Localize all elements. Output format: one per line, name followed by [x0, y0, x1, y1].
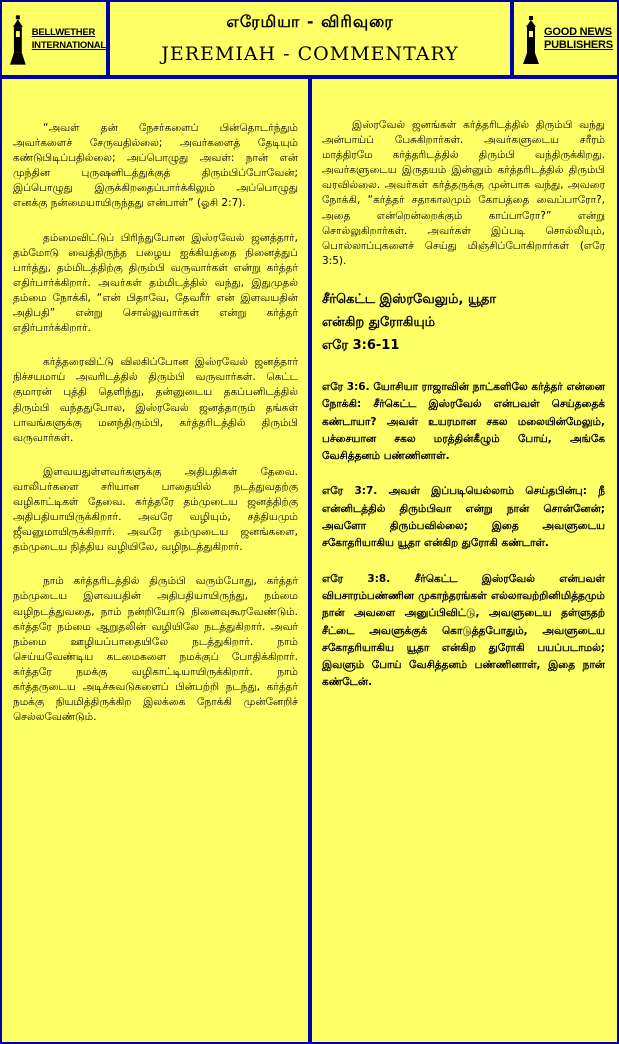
right-column	[312, 79, 617, 1042]
left-paragraph-2: தம்மைவிட்டுப் பிரிந்துபோன இஸ்ரவேல் ஜனத்தார், தம்மோடு வைத்திருந்த பழைய ஐக்கியத்தை நினைத்துப் பார்த்து, தம்மிடத்திற்கு திரும்பி வருவார்கள் என்று கர்த்தர் எதிர்பார்க்கிறார். அவர்கள் தம்மிடத்தில் வந்து, இதுமுதல் தம்மை நோக்கி, “என் பிதாவே, தேவரீர் என் இளவயதின் அதிபதி” என்று சொல்லுவார்கள் என்று கர்த்தர் எதிர்பார்க்கிறார்.	[13, 231, 298, 335]
left-paragraph-5: நாம் கர்த்தரிடத்தில் திரும்பி வரும்போது, கர்த்தர் நம்முடைய இளவயதின் அதிபதியாயிருந்து, நம்மை வழிநடத்துவதை, நாம் நன்றியோடு நினைவுகூரவேண்டும். கர்த்தரே நம்மை ஆறுதலின் வழியிலே நடத்துகிறார். அவர் நம்மை ஊழியப்பாதையிலே நடத்துகிறார். நாம் செய்யவேண்டிய கடமைகளை நமக்குப் போதிக்கிறார். கர்த்தரே நமக்கு வழிகாட்டியாயிருக்கிறார். நாம் கர்த்தருடைய அடிச்சுவடுகளைப் பின்பற்றி நடந்து, கர்த்தர் நமக்கு நியமித்திருக்கிற இலக்கை நோக்கி முன்னேறிச் செல்லவேண்டும்.	[13, 575, 298, 724]
verse-3-8: எரே 3:8. சீர்கெட்ட இஸ்ரவேல் என்பவள் விபசாரம்பண்ணின முகாந்தரங்கள் எல்லாவற்றினிமித்தமும் நான் அவளை அனுப்பிவிட்டு, அவளுடைய தள்ளுதற் சீட்டை அவளுக்குக் கொடுத்தபோதும், அவளுடைய சகோதரியாகிய யூதா என்கிற துரோகி பயப்படாமல்; இவளும் போய் வேசித்தனம் பண்ணினாள், இதை நான் கண்டேன்.	[322, 572, 605, 689]
section-heading-line-1: சீர்கெட்ட இஸ்ரவேலும், யூதா	[322, 291, 497, 307]
page-title-tamil: எரேமியா - விரிவுரை	[226, 12, 394, 31]
left-column	[2, 79, 308, 1042]
section-heading-reference: எரே 3:6-11	[322, 337, 400, 353]
right-intro-paragraph: இஸ்ரவேல் ஜனங்கள் கர்த்தரிடத்தில் திரும்பி வந்து அன்பாய்ப் பேசுகிறார்கள். அவர்களுடைய சரீரம் மாத்திரமே கர்த்தரிடத்தில் திரும்பி வந்திருக்கிறது. அவர்களுடைய இருதயம் இன்னும் கர்த்தரிடத்தில் திரும்பி வரவில்லை. அவர்கள் கர்த்தருக்கு முன்பாக வந்து, அவரை நோக்கி, “கர்த்தர் சதாகாலமும் கோபத்தை வைப்பாரோ?, அதை என்றென்றைக்கும் காப்பாரோ?” என்று சொல்லுகிறார்கள். அவர்கள் இப்படி சொல்லியும், பொல்லாப்புகளைச் செய்து மிஞ்சிப்போகிறார்கள் (எரே 3:5).	[322, 119, 605, 267]
verse-3-7: எரே 3:7. அவள் இப்படியெல்லாம் செய்தபின்பு: நீ என்னிடத்தில் திரும்பிவா என்று நான் சொன்னேன்; அவளோ திரும்பவில்லை; இதை அவளுடைய சகோதரியாகிய யூதா என்கிற துரோகி கண்டாள்.	[322, 485, 605, 550]
bellwether-logo-text	[32, 26, 106, 52]
good-news-tower-icon	[522, 14, 540, 64]
left-paragraph-1: “அவள் தன் நேசர்களைப் பின்தொடர்ந்தும் அவர்களைச் சேருவதில்லை; அவர்களைத் தேடியும் கண்டுபிடிப்பதில்லை; அப்பொழுது அவள்: நான் என் முந்தின புருஷனிடத்துக்குத் திரும்பிப்போவேன்; இப்பொழுது இருக்கிறதைப்பார்க்கிலும் அப்பொழுது எனக்கு நன்மையாயிருந்தது என்பாள்” (ஓசி 2:7).	[13, 122, 298, 210]
page-title-english: JEREMIAH - COMMENTARY	[161, 43, 459, 65]
left-paragraph-4: இளவயதுள்ளவர்களுக்கு அதிபதிகள் தேவை. வாலிபர்களை சரியான பாதையில் நடத்துவதற்கு வழிகாட்டிகள் தேவை. கர்த்தரே தம்முடைய ஜனத்திற்கு அதிபதியாயிருக்கிறார். அவரே வழியும், சத்தியமும் ஜீவனுமாயிருக்கிறார். அவரே தம்முடைய ஜனங்களை, தம்முடைய நித்திய வழியிலே, வழிநடத்துகிறார்.	[13, 465, 298, 554]
logo-line-1: BELLWETHER	[31, 26, 96, 38]
good-news-logo	[514, 2, 617, 75]
logo-line-2: PUBLISHERS	[544, 38, 613, 51]
verse-3-6: எரே 3:6. யோசியா ராஜாவின் நாட்களிலே கர்த்தர் என்னை நோக்கி: சீர்கெட்ட இஸ்ரவேல் என்பவள் செய்ததைக் கண்டாயா? அவள் உயரமான சகல மலையின்மேலும், பச்சையான சகல மரத்தின்கீழும் போய், அங்கே வேசித்தனம் பண்ணினாள்.	[322, 380, 605, 463]
good-news-logo-text	[544, 26, 613, 52]
section-heading-line-2: என்கிற துரோகியும்	[322, 314, 436, 330]
section-heading	[322, 288, 605, 357]
page-header	[110, 2, 510, 75]
logo-line-2: INTERNATIONAL	[31, 39, 106, 51]
logo-line-1: GOOD NEWS	[544, 25, 612, 38]
bellwether-logo	[2, 2, 106, 75]
bellwether-tower-icon	[8, 13, 28, 65]
left-paragraph-3: கர்த்தரைவிட்டு விலகிப்போன இஸ்ரவேல் ஜனத்தார் நிச்சயமாய் அவரிடத்தில் திரும்பி வருவார்கள். கெட்ட குமாரன் புத்தி தெளிந்து, தன்னுடைய தகப்பனிடத்தில் திரும்பி வந்ததுபோல, இஸ்ரவேல் ஜனத்தாரும் தங்கள் பாவங்களுக்கு மனந்திரும்பி, கர்த்தரிடத்தில் திரும்பி வருவார்கள்.	[13, 356, 298, 444]
